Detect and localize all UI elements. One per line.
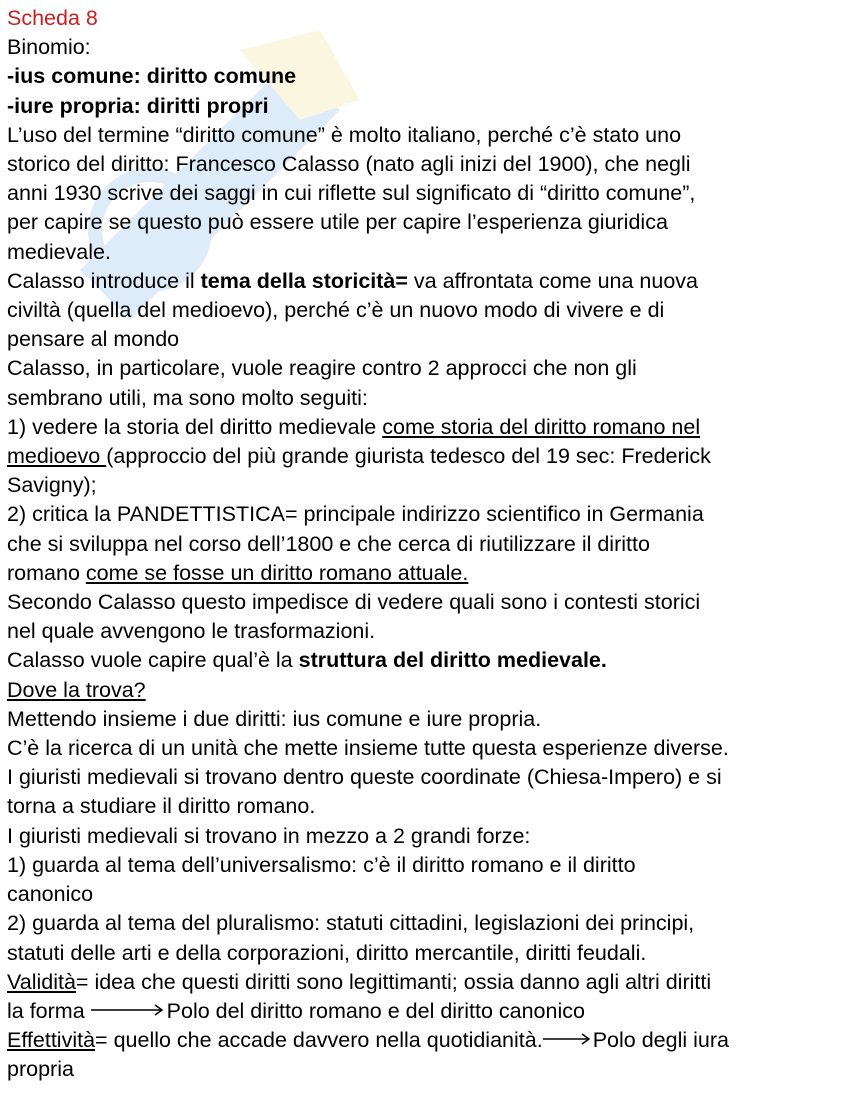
right-arrow-icon bbox=[543, 1033, 593, 1045]
text-line: torna a studiare il diritto romano. bbox=[7, 794, 316, 819]
text-line: nel quale avvengono le trasformazioni. bbox=[7, 619, 376, 644]
text-line: Secondo Calasso questo impedisce di vedere quali sono i contesti storici bbox=[7, 590, 701, 615]
text-line: sembrano utili, ma sono molto seguiti: bbox=[7, 385, 368, 410]
bold-line bbox=[7, 92, 847, 121]
text-line bbox=[7, 267, 847, 296]
text-line bbox=[7, 442, 847, 471]
page-title: Scheda 8 bbox=[7, 6, 98, 30]
text-span: Polo degli iura bbox=[592, 1028, 729, 1053]
text-line: civiltà (quella del medioevo), perché c’è un nuovo modo di vivere e di bbox=[7, 298, 665, 323]
text-line: L’uso del termine “diritto comune” è molto italiano, perché c’è stato uno bbox=[7, 122, 682, 147]
underlined-text: Effettività bbox=[7, 1028, 96, 1053]
text-line: pensare al mondo bbox=[7, 327, 180, 352]
bold-line bbox=[7, 62, 847, 91]
text-line: anni 1930 scrive dei saggi in cui riflette sul significato di “diritto comune”, bbox=[7, 181, 696, 206]
text-line: per capire se questo può essere utile per capire l’esperienza giuridica bbox=[7, 210, 668, 235]
text-line bbox=[7, 997, 847, 1026]
text-span: 1) vedere la storia del diritto medievale bbox=[7, 414, 383, 439]
right-arrow-icon bbox=[91, 1004, 167, 1016]
text-line: Mettendo insieme i due diritti: ius comune e iure propria. bbox=[7, 706, 542, 731]
text-line bbox=[7, 413, 847, 442]
bold-text: -ius comune: diritto comune bbox=[7, 64, 297, 89]
text-span: romano bbox=[7, 560, 86, 585]
text-line bbox=[7, 968, 847, 997]
text-line bbox=[7, 1026, 847, 1055]
text-line: 1) guarda al tema dell’universalismo: c’è il diritto romano e il diritto bbox=[7, 852, 636, 877]
underlined-text: Dove la trova? bbox=[7, 677, 146, 702]
text-line: propria bbox=[7, 1057, 74, 1082]
text-span: Calasso vuole capire qual’è la bbox=[7, 648, 299, 673]
underlined-text: Validità bbox=[7, 969, 76, 994]
text-line: I giuristi medievali si trovano in mezzo a 2 grandi forze: bbox=[7, 823, 531, 848]
underlined-text: medioevo bbox=[7, 444, 107, 469]
text-line: storico del diritto: Francesco Calasso (nato agli inizi del 1900), che negli bbox=[7, 152, 691, 177]
text-line: Calasso, in particolare, vuole reagire contro 2 approcci che non gli bbox=[7, 356, 637, 381]
text-line bbox=[7, 559, 847, 588]
bold-text: tema della storicità= bbox=[200, 268, 408, 293]
text-line: 2) critica la PANDETTISTICA= principale indirizzo scientifico in Germania bbox=[7, 502, 704, 527]
text-span: va affrontata come una nuova bbox=[407, 268, 698, 293]
text-span: Calasso introduce il bbox=[7, 268, 201, 293]
text-line: Binomio: bbox=[7, 35, 91, 60]
text-span: = quello che accade davvero nella quotidianità. bbox=[95, 1028, 543, 1053]
underlined-text: come se fosse un diritto romano attuale. bbox=[85, 560, 469, 585]
text-line: 2) guarda al tema del pluralismo: statuti cittadini, legislazioni dei principi, bbox=[7, 911, 695, 936]
text-line: C’è la ricerca di un unità che mette insieme tutte questa esperienze diverse. bbox=[7, 736, 729, 761]
text-line bbox=[7, 646, 847, 675]
text-span: Polo del diritto romano e del diritto canonico bbox=[166, 998, 585, 1023]
text-span: (approccio del più grande giurista tedesco del 19 sec: Frederick bbox=[106, 444, 711, 469]
text-line: medievale. bbox=[7, 239, 111, 264]
text-span: = idea che questi diritti sono legittimanti; ossia danno agli altri diritti bbox=[75, 969, 712, 994]
bold-text: -iure propria: diritti propri bbox=[7, 93, 269, 118]
document-page bbox=[7, 4, 847, 1085]
text-span: la forma bbox=[7, 998, 91, 1023]
text-line: che si sviluppa nel corso dell’1800 e che cerca di riutilizzare il diritto bbox=[7, 531, 650, 556]
text-line bbox=[7, 676, 847, 705]
text-line: canonico bbox=[7, 882, 94, 907]
text-line: statuti delle arti e della corporazioni, diritto mercantile, diritti feudali. bbox=[7, 940, 647, 965]
text-line: Savigny); bbox=[7, 473, 97, 498]
text-line: I giuristi medievali si trovano dentro queste coordinate (Chiesa-Impero) e si bbox=[7, 765, 722, 790]
bold-text: struttura del diritto medievale. bbox=[298, 648, 607, 673]
underlined-text: come storia del diritto romano nel bbox=[382, 414, 701, 439]
